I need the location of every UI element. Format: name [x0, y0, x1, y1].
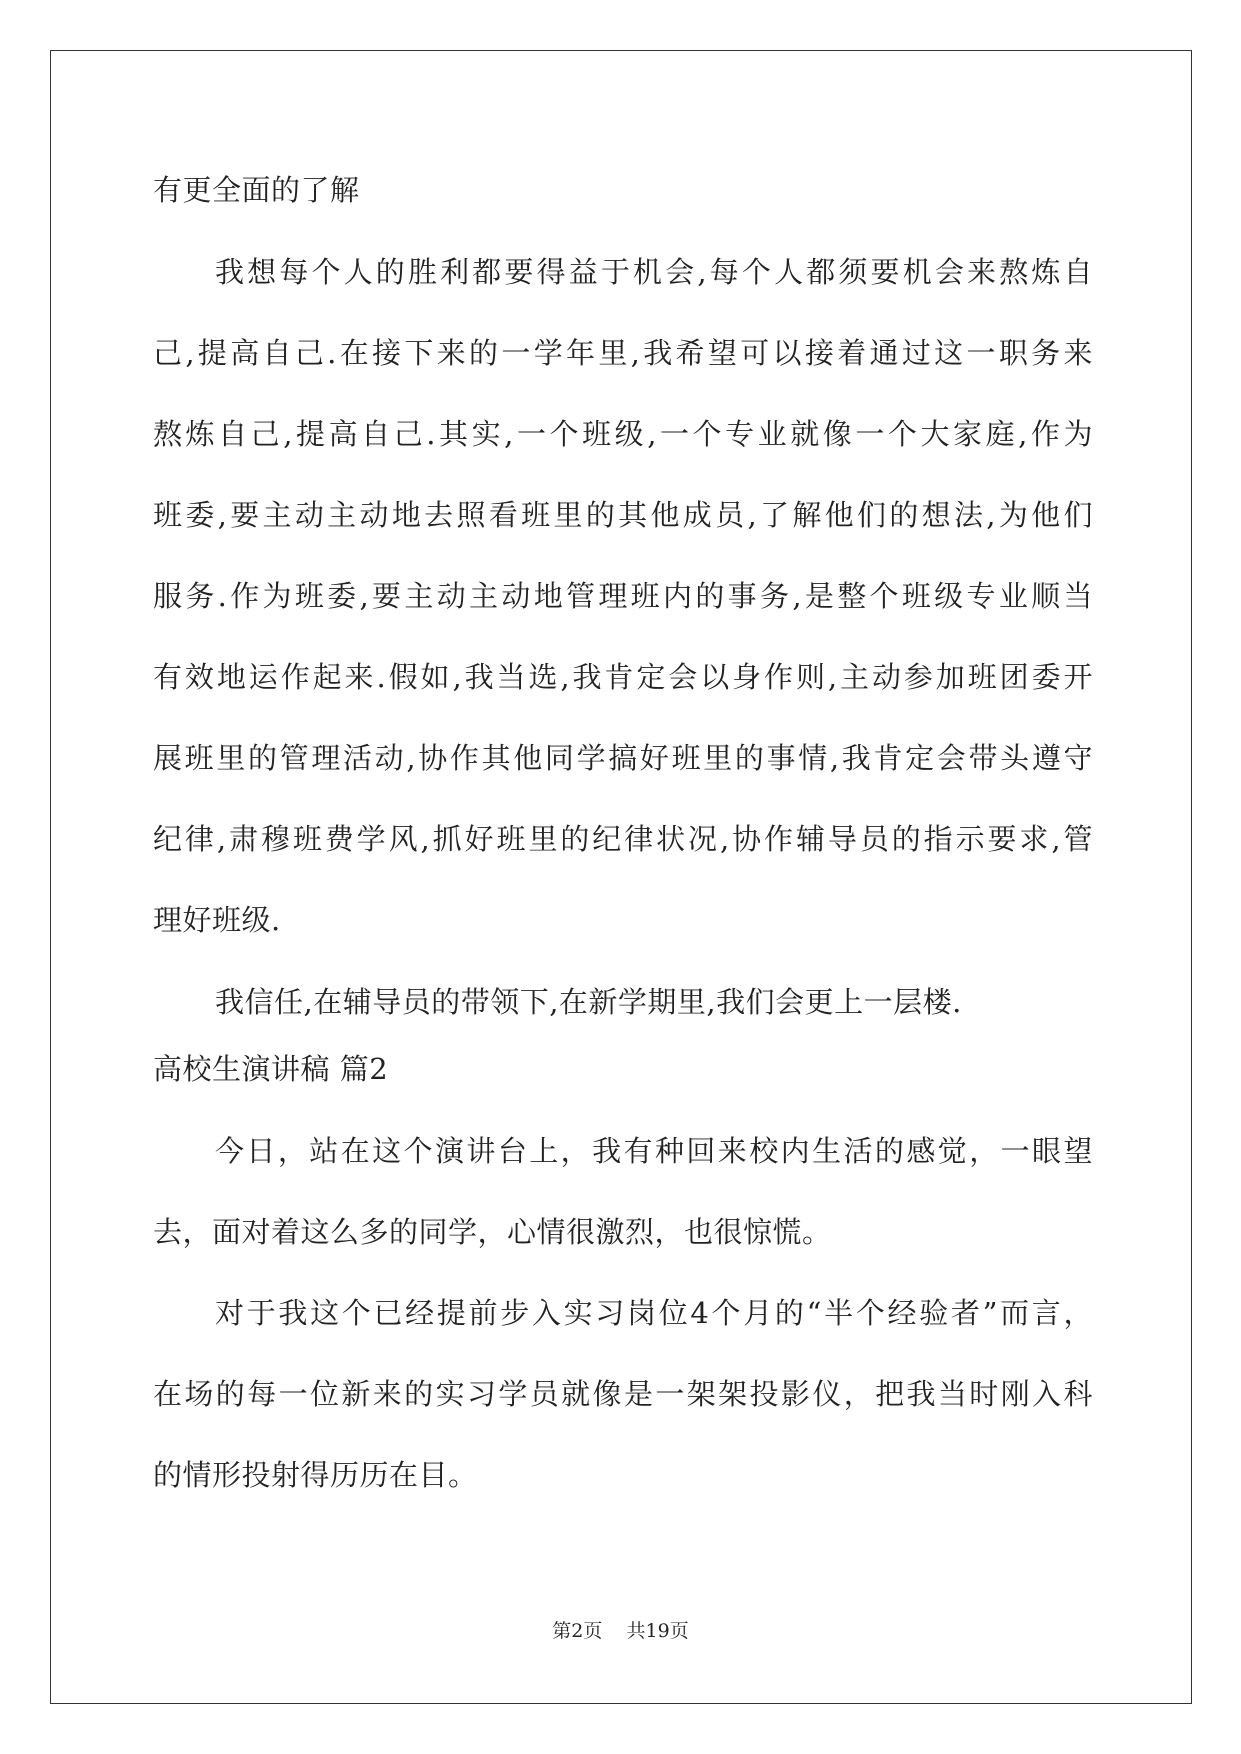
- text-line-8: 展班里的管理活动,协作其他同学搞好班里的事情,我肯定会带头遵守: [153, 741, 1093, 775]
- text-line-13: 今日，站在这个演讲台上，我有种回来校内生活的感觉，一眼望: [215, 1134, 1093, 1168]
- text-line-1: 有更全面的了解: [153, 173, 360, 207]
- text-line-9: 纪律,肃穆班费学风,抓好班里的纪律状况,协作辅导员的指示要求,管: [153, 822, 1093, 856]
- text-line-17: 的情形投射得历历在目。: [153, 1458, 478, 1492]
- text-line-3: 己,提高自己.在接下来的一学年里,我希望可以接着通过这一职务来: [153, 336, 1093, 370]
- text-line-16: 在场的每一位新来的实习学员就像是一架架投影仪，把我当时刚入科: [153, 1377, 1093, 1411]
- text-line-15: 对于我这个已经提前步入实习岗位4个月的“半个经验者”而言，: [215, 1296, 1093, 1330]
- text-line-6: 服务.作为班委,要主动主动地管理班内的事务,是整个班级专业顺当: [153, 579, 1093, 613]
- section-heading: 高校生演讲稿 篇2: [153, 1052, 389, 1086]
- text-line-10: 理好班级.: [153, 903, 281, 937]
- text-line-14: 去，面对着这么多的同学，心情很激烈，也很惊慌。: [153, 1215, 832, 1249]
- text-line-11: 我信任,在辅导员的带领下,在新学期里,我们会更上一层楼.: [215, 985, 962, 1019]
- text-line-5: 班委,要主动主动地去照看班里的其他成员,了解他们的想法,为他们: [153, 498, 1093, 532]
- page-total: 共19页: [626, 1620, 689, 1642]
- page-footer: [0, 1618, 1241, 1644]
- text-line-2: 我想每个人的胜利都要得益于机会,每个人都须要机会来熬炼自: [215, 255, 1093, 289]
- text-line-7: 有效地运作起来.假如,我当选,我肯定会以身作则,主动参加班团委开: [153, 660, 1093, 694]
- text-line-4: 熬炼自己,提高自己.其实,一个班级,一个专业就像一个大家庭,作为: [153, 417, 1093, 451]
- page-number: 第2页: [552, 1620, 603, 1642]
